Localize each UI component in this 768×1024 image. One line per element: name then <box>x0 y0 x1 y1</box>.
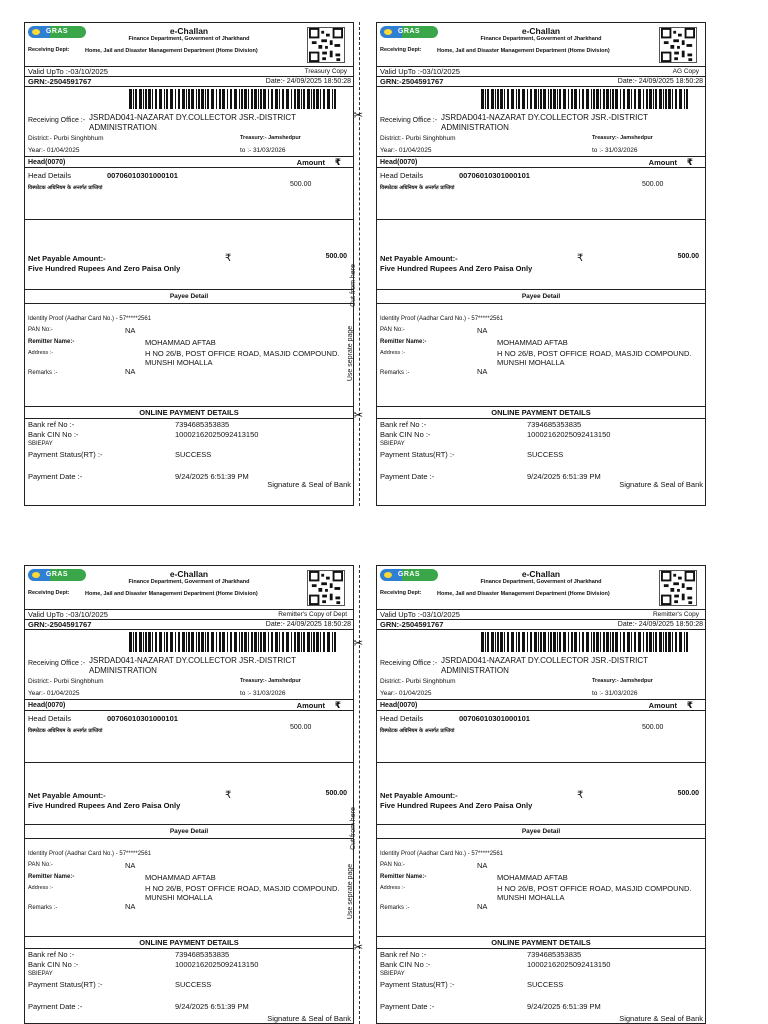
head-description-hindi: विस्फोटक अधिनियम के अन्तर्गत प्राप्तियां <box>28 728 103 734</box>
payee-detail-section <box>377 304 705 407</box>
rupee-icon: ₹ <box>225 253 232 264</box>
valid-upto-row <box>377 610 705 620</box>
net-payable-label: Net Payable Amount:- <box>380 791 458 800</box>
online-payment-title: ONLINE PAYMENT DETAILS <box>25 937 353 949</box>
pan-value: NA <box>477 861 488 870</box>
receiving-office-section <box>25 630 353 700</box>
head-code: 00706010301000101 <box>459 714 530 723</box>
receiving-office-label: Receiving Office :- <box>28 660 86 667</box>
valid-upto-row <box>25 67 353 77</box>
head-row <box>25 700 353 711</box>
treasury: Treasury:- Jamshedpur <box>240 135 301 141</box>
head-label: Head(0070) <box>380 702 418 709</box>
net-payable-value: 500.00 <box>325 790 347 797</box>
remarks-label: Remarks :- <box>28 905 58 911</box>
copy-name: Remitter's Copy of Dept <box>278 611 347 618</box>
pan-label: PAN No:- <box>380 327 405 333</box>
payment-date-value: 9/24/2025 6:51:39 PM <box>527 1002 601 1011</box>
scissors-icon: ✂ <box>353 108 364 122</box>
district: District:- Purbi Singhbhum <box>380 678 456 685</box>
head-row <box>377 700 705 711</box>
payment-status-value: SUCCESS <box>527 450 564 459</box>
receiving-office-value: JSRDAD041-NAZARAT DY.COLLECTOR JSR.-DISTRICT ADMINISTRATION <box>441 656 648 675</box>
receiving-office-value: JSRDAD041-NAZARAT DY.COLLECTOR JSR.-DISTRICT ADMINISTRATION <box>89 656 296 675</box>
payment-date-label: Payment Date :- <box>28 472 83 481</box>
valid-upto-row <box>377 67 705 77</box>
head-details-section <box>377 168 705 220</box>
qr-code-icon <box>659 570 697 606</box>
payee-detail-section <box>377 839 705 937</box>
rupee-icon: ₹ <box>686 157 693 167</box>
valid-upto-row <box>25 610 353 620</box>
qr-code-icon <box>307 27 345 63</box>
payment-date-value: 9/24/2025 6:51:39 PM <box>175 1002 249 1011</box>
online-payment-title: ONLINE PAYMENT DETAILS <box>25 407 353 419</box>
pan-label: PAN No:- <box>28 327 53 333</box>
remarks-value: NA <box>125 367 136 376</box>
payment-status-value: SUCCESS <box>175 450 212 459</box>
valid-upto: Valid UpTo :-03/10/2025 <box>28 67 108 76</box>
receiving-dept-label: Receiving Dept: <box>380 47 422 53</box>
head-code: 00706010301000101 <box>459 171 530 180</box>
rupee-icon: ₹ <box>577 253 584 264</box>
identity-proof: Identity Proof (Aadhar Card No.) - 57*****2561 <box>28 316 152 322</box>
treasury: Treasury:- Jamshedpur <box>592 678 653 684</box>
bank-name: SBIEPAY <box>380 441 405 447</box>
address-label: Address :- <box>28 885 54 891</box>
valid-upto: Valid UpTo :-03/10/2025 <box>380 610 460 619</box>
bank-ref-label: Bank ref No :- <box>28 420 75 429</box>
amount-label: Amount <box>296 701 325 710</box>
treasury: Treasury:- Jamshedpur <box>240 678 301 684</box>
grn-row <box>25 620 353 630</box>
receiving-dept-label: Receiving Dept: <box>380 590 422 596</box>
challan-remitter-copy <box>376 565 706 1024</box>
net-payable-value: 500.00 <box>677 790 699 797</box>
bank-signature: Signature & Seal of Bank <box>619 480 703 489</box>
barcode-icon <box>481 632 691 652</box>
remitter-name: MOHAMMAD AFTAB <box>145 338 216 347</box>
bank-cin-label: Bank CIN No :- <box>380 960 431 969</box>
head-description-hindi: विस्फोटक अधिनियम के अन्तर्गत प्राप्तियां <box>380 728 455 734</box>
treasury: Treasury:- Jamshedpur <box>592 135 653 141</box>
payment-status-value: SUCCESS <box>527 980 564 989</box>
challan-subtitle: Finance Department, Goverment of Jharkhand <box>480 36 602 42</box>
payment-status-label: Payment Status(RT) :- <box>28 980 103 989</box>
receiving-office-section <box>25 87 353 157</box>
head-details-section <box>25 168 353 220</box>
payment-date-value: 9/24/2025 6:51:39 PM <box>527 472 601 481</box>
scissors-icon: ✂ <box>353 636 364 650</box>
remarks-label: Remarks :- <box>380 905 410 911</box>
challan-remitter-copy-of-dept <box>24 565 354 1024</box>
valid-upto: Valid UpTo :-03/10/2025 <box>28 610 108 619</box>
grn-number: GRN:-2504591767 <box>28 77 92 86</box>
bank-signature: Signature & Seal of Bank <box>619 1014 703 1023</box>
payee-detail-title: Payee Detail <box>377 825 705 839</box>
bank-ref-value: 7394685353835 <box>175 950 230 959</box>
year-from: Year:- 01/04/2025 <box>380 147 432 154</box>
bank-cin-label: Bank CIN No :- <box>28 430 79 439</box>
identity-proof: Identity Proof (Aadhar Card No.) - 57*****2561 <box>380 851 504 857</box>
online-payment-section <box>25 949 353 1024</box>
receiving-office-section <box>377 630 705 700</box>
net-payable-section <box>25 220 353 290</box>
amount-in-words: Five Hundred Rupees And Zero Paisa Only <box>380 801 533 810</box>
grn-number: GRN:-2504591767 <box>380 77 444 86</box>
bank-cin-value: 10002162025092413150 <box>175 430 259 439</box>
head-details-label: Head Details <box>28 714 71 723</box>
payment-date-label: Payment Date :- <box>380 1002 435 1011</box>
net-payable-value: 500.00 <box>677 253 699 260</box>
grn-row <box>377 77 705 87</box>
net-payable-section <box>25 763 353 825</box>
grn-row <box>377 620 705 630</box>
valid-upto: Valid UpTo :-03/10/2025 <box>380 67 460 76</box>
receiving-office-value: JSRDAD041-NAZARAT DY.COLLECTOR JSR.-DISTRICT ADMINISTRATION <box>89 113 296 132</box>
head-code: 00706010301000101 <box>107 714 178 723</box>
receiving-dept-value: Home, Jail and Disaster Management Department (Home Division) <box>437 591 610 597</box>
payment-status-value: SUCCESS <box>175 980 212 989</box>
challan-subtitle: Finance Department, Goverment of Jharkhand <box>128 36 250 42</box>
cut-here-text-bottom: Cut from here <box>349 807 357 850</box>
challan-title: e-Challan <box>521 26 561 36</box>
use-separate-page-text-top: Use seprate page <box>347 325 355 382</box>
bank-cin-value: 10002162025092413150 <box>527 430 611 439</box>
online-payment-section <box>25 419 353 505</box>
receiving-office-section <box>377 87 705 157</box>
remitter-label: Remitter Name:- <box>380 874 427 880</box>
grn-row <box>25 77 353 87</box>
remitter-label: Remitter Name:- <box>380 339 427 345</box>
logo-text: GRAS <box>45 28 69 35</box>
receiving-dept-value: Home, Jail and Disaster Management Department (Home Division) <box>85 48 258 54</box>
remitter-label: Remitter Name:- <box>28 874 75 880</box>
head-details-label: Head Details <box>380 714 423 723</box>
bank-ref-label: Bank ref No :- <box>380 950 427 959</box>
pan-label: PAN No:- <box>380 862 405 868</box>
address-label: Address :- <box>380 885 406 891</box>
bank-ref-label: Bank ref No :- <box>28 950 75 959</box>
net-payable-section <box>377 220 705 290</box>
payment-status-label: Payment Status(RT) :- <box>380 980 455 989</box>
challan-date: Date:- 24/09/2025 18:50:28 <box>617 621 703 628</box>
district: District:- Purbi Singhbhum <box>28 678 104 685</box>
payment-date-label: Payment Date :- <box>380 472 435 481</box>
district: District:- Purbi Singhbhum <box>28 135 104 142</box>
qr-code-icon <box>659 27 697 63</box>
challan-subtitle: Finance Department, Goverment of Jharkhand <box>480 579 602 585</box>
challan-date: Date:- 24/09/2025 18:50:28 <box>265 621 351 628</box>
challan-title: e-Challan <box>169 569 209 579</box>
head-label: Head(0070) <box>28 159 66 166</box>
bank-ref-value: 7394685353835 <box>175 420 230 429</box>
receiving-dept-label: Receiving Dept: <box>28 47 70 53</box>
head-details-label: Head Details <box>380 171 423 180</box>
head-row <box>377 157 705 168</box>
challan-title: e-Challan <box>521 569 561 579</box>
year-to: to :- 31/03/2026 <box>592 690 638 697</box>
payment-date-label: Payment Date :- <box>28 1002 83 1011</box>
amount-label: Amount <box>648 701 677 710</box>
amount-in-words: Five Hundred Rupees And Zero Paisa Only <box>28 264 181 273</box>
head-amount: 500.00 <box>290 724 312 731</box>
payee-detail-section <box>25 839 353 937</box>
head-row <box>25 157 353 168</box>
bank-ref-value: 7394685353835 <box>527 950 582 959</box>
challan-header <box>377 566 705 610</box>
remitter-name: MOHAMMAD AFTAB <box>497 338 568 347</box>
remitter-name: MOHAMMAD AFTAB <box>145 873 216 882</box>
payee-detail-title: Payee Detail <box>25 290 353 304</box>
bank-signature: Signature & Seal of Bank <box>267 480 351 489</box>
remarks-label: Remarks :- <box>380 370 410 376</box>
remarks-value: NA <box>477 367 488 376</box>
pan-label: PAN No:- <box>28 862 53 868</box>
head-details-label: Head Details <box>28 171 71 180</box>
head-label: Head(0070) <box>28 702 66 709</box>
payment-status-label: Payment Status(RT) :- <box>380 450 455 459</box>
bank-cin-value: 10002162025092413150 <box>175 960 259 969</box>
rupee-icon: ₹ <box>686 700 693 710</box>
bank-cin-label: Bank CIN No :- <box>28 960 79 969</box>
amount-label: Amount <box>648 158 677 167</box>
head-description-hindi: विस्फोटक अधिनियम के अन्तर्गत प्राप्तियां <box>28 185 103 191</box>
bank-name: SBIEPAY <box>28 441 53 447</box>
amount-label: Amount <box>296 158 325 167</box>
challan-header <box>25 566 353 610</box>
bank-cin-value: 10002162025092413150 <box>527 960 611 969</box>
online-payment-section <box>377 419 705 505</box>
barcode-icon <box>481 89 691 109</box>
remitter-name: MOHAMMAD AFTAB <box>497 873 568 882</box>
payee-detail-section <box>25 304 353 407</box>
payment-date-value: 9/24/2025 6:51:39 PM <box>175 472 249 481</box>
logo-text: GRAS <box>397 28 421 35</box>
remarks-value: NA <box>125 902 136 911</box>
year-to: to :- 31/03/2026 <box>240 147 286 154</box>
scissors-icon: ✂ <box>353 940 364 954</box>
challan-title: e-Challan <box>169 26 209 36</box>
bank-cin-label: Bank CIN No :- <box>380 430 431 439</box>
bank-ref-label: Bank ref No :- <box>380 420 427 429</box>
year-to: to :- 31/03/2026 <box>240 690 286 697</box>
remitter-label: Remitter Name:- <box>28 339 75 345</box>
receiving-office-label: Receiving Office :- <box>380 117 438 124</box>
payee-detail-title: Payee Detail <box>377 290 705 304</box>
district: District:- Purbi Singhbhum <box>380 135 456 142</box>
bank-ref-value: 7394685353835 <box>527 420 582 429</box>
net-payable-section <box>377 763 705 825</box>
grn-number: GRN:-2504591767 <box>380 620 444 629</box>
online-payment-section <box>377 949 705 1024</box>
cut-line-top <box>359 22 360 506</box>
logo-text: GRAS <box>45 571 69 578</box>
challan-date: Date:- 24/09/2025 18:50:28 <box>265 78 351 85</box>
copy-name: Treasury Copy <box>304 68 347 75</box>
receiving-office-label: Receiving Office :- <box>380 660 438 667</box>
head-label: Head(0070) <box>380 159 418 166</box>
receiving-dept-value: Home, Jail and Disaster Management Department (Home Division) <box>85 591 258 597</box>
bank-name: SBIEPAY <box>380 971 405 977</box>
challan-header <box>377 23 705 67</box>
year-from: Year:- 01/04/2025 <box>380 690 432 697</box>
head-details-section <box>377 711 705 763</box>
head-description-hindi: विस्फोटक अधिनियम के अन्तर्गत प्राप्तियां <box>380 185 455 191</box>
address-label: Address :- <box>28 350 54 356</box>
challan-ag-copy <box>376 22 706 506</box>
payee-detail-title: Payee Detail <box>25 825 353 839</box>
pan-value: NA <box>125 326 136 335</box>
address-value: H NO 26/B, POST OFFICE ROAD, MASJID COMPOUND. MUNSHI MOHALLA <box>497 349 692 367</box>
online-payment-title: ONLINE PAYMENT DETAILS <box>377 937 705 949</box>
pan-value: NA <box>125 861 136 870</box>
head-amount: 500.00 <box>290 181 312 188</box>
year-from: Year:- 01/04/2025 <box>28 690 80 697</box>
net-payable-label: Net Payable Amount:- <box>28 791 106 800</box>
head-details-section <box>25 711 353 763</box>
logo-text: GRAS <box>397 571 421 578</box>
challan-header <box>25 23 353 67</box>
pan-value: NA <box>477 326 488 335</box>
year-from: Year:- 01/04/2025 <box>28 147 80 154</box>
head-code: 00706010301000101 <box>107 171 178 180</box>
head-amount: 500.00 <box>642 181 664 188</box>
bank-signature: Signature & Seal of Bank <box>267 1014 351 1023</box>
address-value: H NO 26/B, POST OFFICE ROAD, MASJID COMPOUND. MUNSHI MOHALLA <box>145 884 340 902</box>
remarks-label: Remarks :- <box>28 370 58 376</box>
online-payment-title: ONLINE PAYMENT DETAILS <box>377 407 705 419</box>
address-value: H NO 26/B, POST OFFICE ROAD, MASJID COMPOUND. MUNSHI MOHALLA <box>145 349 340 367</box>
amount-in-words: Five Hundred Rupees And Zero Paisa Only <box>380 264 533 273</box>
address-value: H NO 26/B, POST OFFICE ROAD, MASJID COMPOUND. MUNSHI MOHALLA <box>497 884 692 902</box>
barcode-icon <box>129 89 339 109</box>
use-separate-page-text-bottom: Use seprate page <box>347 863 355 920</box>
scissors-icon: ✂ <box>353 408 364 422</box>
receiving-office-label: Receiving Office :- <box>28 117 86 124</box>
barcode-icon <box>129 632 339 652</box>
receiving-dept-value: Home, Jail and Disaster Management Department (Home Division) <box>437 48 610 54</box>
year-to: to :- 31/03/2026 <box>592 147 638 154</box>
grn-number: GRN:-2504591767 <box>28 620 92 629</box>
head-amount: 500.00 <box>642 724 664 731</box>
net-payable-value: 500.00 <box>325 253 347 260</box>
rupee-icon: ₹ <box>577 790 584 801</box>
payment-status-label: Payment Status(RT) :- <box>28 450 103 459</box>
receiving-office-value: JSRDAD041-NAZARAT DY.COLLECTOR JSR.-DISTRICT ADMINISTRATION <box>441 113 648 132</box>
receiving-dept-label: Receiving Dept: <box>28 590 70 596</box>
amount-in-words: Five Hundred Rupees And Zero Paisa Only <box>28 801 181 810</box>
rupee-icon: ₹ <box>225 790 232 801</box>
identity-proof: Identity Proof (Aadhar Card No.) - 57*****2561 <box>28 851 152 857</box>
copy-name: AG Copy <box>672 68 699 75</box>
challan-subtitle: Finance Department, Goverment of Jharkhand <box>128 579 250 585</box>
copy-name: Remitter's Copy <box>652 611 699 618</box>
remarks-value: NA <box>477 902 488 911</box>
rupee-icon: ₹ <box>334 700 341 710</box>
challan-treasury-copy <box>24 22 354 506</box>
net-payable-label: Net Payable Amount:- <box>28 254 106 263</box>
identity-proof: Identity Proof (Aadhar Card No.) - 57*****2561 <box>380 316 504 322</box>
cut-line-bottom <box>359 565 360 1024</box>
rupee-icon: ₹ <box>334 157 341 167</box>
address-label: Address :- <box>380 350 406 356</box>
qr-code-icon <box>307 570 345 606</box>
bank-name: SBIEPAY <box>28 971 53 977</box>
cut-here-text-top: Cut from here <box>349 264 357 307</box>
challan-date: Date:- 24/09/2025 18:50:28 <box>617 78 703 85</box>
net-payable-label: Net Payable Amount:- <box>380 254 458 263</box>
